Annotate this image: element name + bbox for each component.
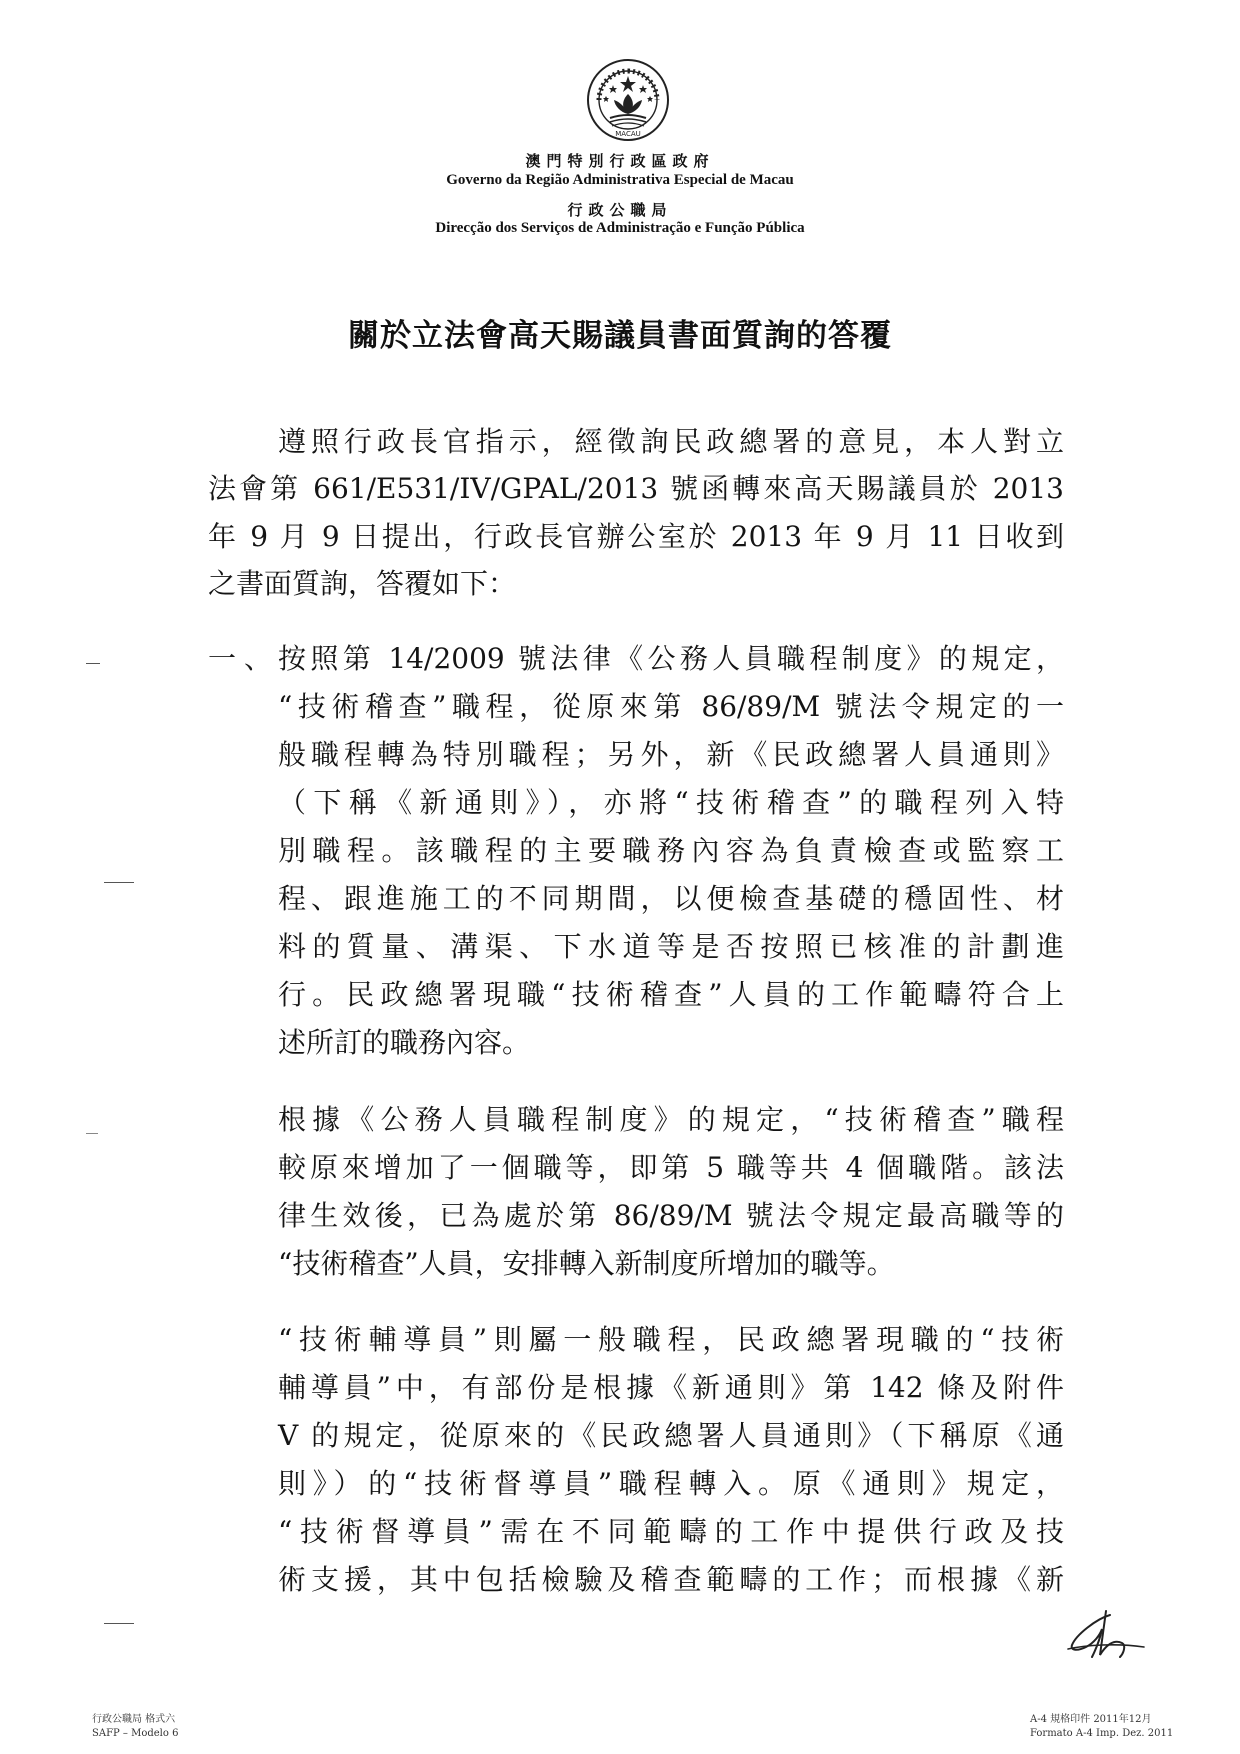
intro-line-3: 年 9 月 9 日提出，行政長官辦公室於 2013 年 9 月 11 日收到	[208, 520, 1064, 553]
item1-line-8: 行。民政總署現職“技術稽查”人員的工作範疇符合上	[278, 978, 1064, 1011]
footer-form-code-chinese: 行政公職局 格式六	[92, 1714, 176, 1725]
para3-line-3: V 的規定，從原來的《民政總署人員通則》（下稱原《通	[278, 1419, 1064, 1452]
para3-line-5: “技術督導員”需在不同範疇的工作中提供行政及技	[278, 1515, 1064, 1548]
footer-print-format-portuguese: Formato A-4 Imp. Dez. 2011	[1030, 1728, 1174, 1739]
item1-line-4: （下稱《新通則》），亦將“技術稽查”的職程列入特	[278, 786, 1064, 819]
margin-tick	[104, 882, 134, 883]
department-name-chinese: 行政公職局	[567, 201, 673, 219]
government-name-chinese: 澳門特別行政區政府	[525, 152, 715, 170]
para3-line-6: 術支援，其中包括檢驗及稽查範疇的工作；而根據《新	[278, 1563, 1064, 1596]
margin-tick	[104, 1623, 134, 1624]
macau-emblem-icon	[586, 58, 670, 142]
footer-form-code-portuguese: SAFP – Modelo 6	[92, 1728, 179, 1739]
government-name-portuguese: Governo da Região Administrativa Especial de Macau	[446, 172, 794, 188]
item1-line-1: 按照第 14/2009 號法律《公務人員職程制度》的規定，	[278, 642, 1064, 675]
para2-line-4: “技術稽查”人員，安排轉入新制度所增加的職等。	[278, 1247, 895, 1280]
intro-line-1: 遵照行政長官指示，經徵詢民政總署的意見，本人對立	[278, 425, 1064, 458]
item1-line-2: “技術稽查”職程，從原來第 86/89/M 號法令規定的一	[278, 690, 1064, 723]
para2-line-1: 根據《公務人員職程制度》的規定，“技術稽查”職程	[278, 1103, 1064, 1136]
item1-line-5: 別職程。該職程的主要職務內容為負責檢查或監察工	[278, 834, 1064, 867]
para3-line-4: 則》）的“技術督導員”職程轉入。原《通則》規定，	[278, 1467, 1064, 1500]
footer-print-format	[1030, 1713, 1174, 1741]
item1-line-9: 述所訂的職務內容。	[278, 1026, 531, 1059]
para3-line-2: 輔導員”中，有部份是根據《新通則》第 142 條及附件	[278, 1371, 1064, 1404]
document-title: 關於立法會高天賜議員書面質詢的答覆	[348, 318, 892, 354]
para3-line-1: “技術輔導員”則屬一般職程，民政總署現職的“技術	[278, 1323, 1064, 1356]
margin-tick	[86, 663, 100, 664]
item1-line-7: 料的質量、溝渠、下水道等是否按照已核准的計劃進	[278, 930, 1064, 963]
para2-line-3: 律生效後，已為處於第 86/89/M 號法令規定最高職等的	[278, 1199, 1064, 1232]
para2-line-2: 較原來增加了一個職等，即第 5 職等共 4 個職階。該法	[278, 1151, 1064, 1184]
item-number-marker: 一、	[208, 642, 281, 675]
intro-line-2: 法會第 661/E531/IV/GPAL/2013 號函轉來高天賜議員於 2013	[208, 472, 1064, 505]
intro-line-4: 之書面質詢，答覆如下：	[208, 567, 517, 600]
footer-form-code	[92, 1713, 178, 1741]
emblem-label: MACAU	[615, 130, 641, 138]
handwritten-signature-icon	[1066, 1605, 1148, 1663]
item1-line-3: 般職程轉為特別職程；另外，新《民政總署人員通則》	[278, 738, 1064, 771]
margin-tick	[86, 1133, 98, 1134]
item1-line-6: 程、跟進施工的不同期間，以便檢查基礎的穩固性、材	[278, 882, 1064, 915]
department-name-portuguese: Direcção dos Serviços de Administração e Função Pública	[435, 220, 805, 236]
footer-print-format-chinese: A-4 規格印件 2011年12月	[1030, 1714, 1152, 1725]
